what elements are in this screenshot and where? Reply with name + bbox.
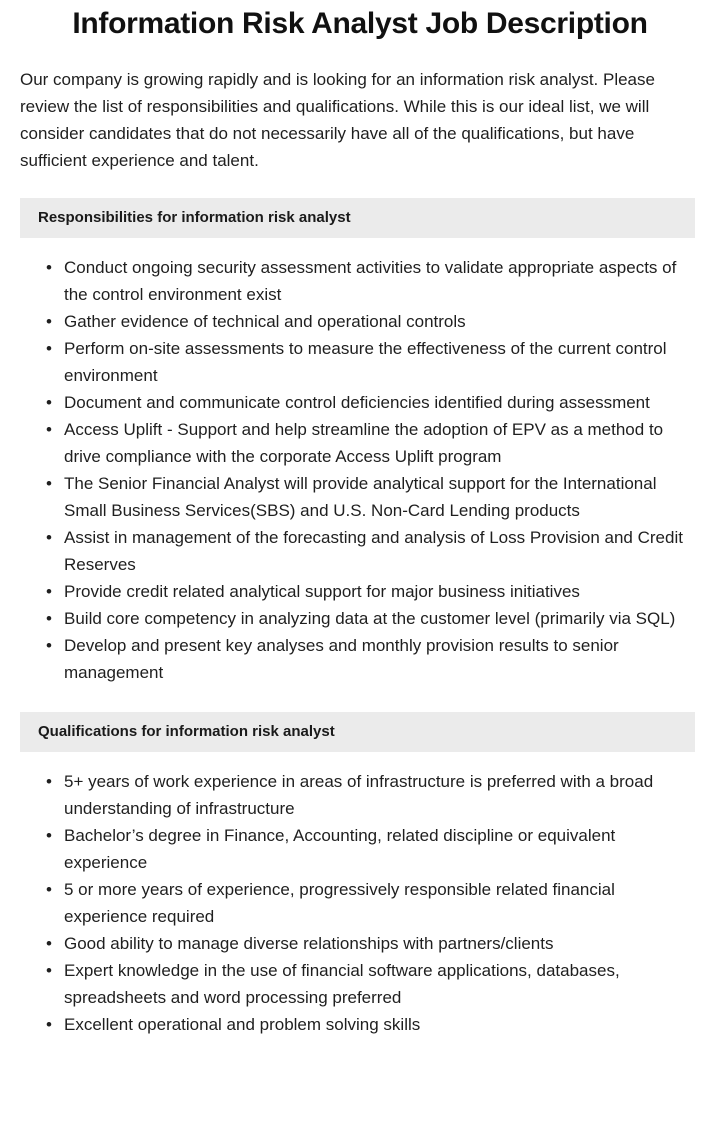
page-title: Information Risk Analyst Job Description — [72, 7, 648, 40]
list-item: • Document and communicate control deficiencies identified during assessment — [46, 389, 695, 416]
list-item: • Assist in management of the forecasting and analysis of Loss Provision and Credit Reserves — [46, 524, 695, 578]
section-responsibilities — [0, 198, 720, 690]
list-item: • Develop and present key analyses and monthly provision results to senior management — [46, 632, 695, 686]
list-item: • Build core competency in analyzing data at the customer level (primarily via SQL) — [46, 605, 695, 632]
list-item: • Gather evidence of technical and operational controls — [46, 308, 695, 335]
list-item: • Access Uplift - Support and help streamline the adoption of EPV as a method to drive compliance with the corporate Access Uplift program — [46, 416, 695, 470]
section-heading-qualifications: Qualifications for information risk analyst — [20, 712, 695, 752]
list-item: • 5+ years of work experience in areas of infrastructure is preferred with a broad understanding of infrastructure — [46, 768, 695, 822]
list-item: • 5 or more years of experience, progressively responsible related financial experience required — [46, 876, 695, 930]
list-item: • Perform on-site assessments to measure the effectiveness of the current control environment — [46, 335, 695, 389]
list-item: • Good ability to manage diverse relationships with partners/clients — [46, 930, 695, 957]
list-item: • The Senior Financial Analyst will provide analytical support for the International Small Business Services(SBS) and U.S. Non-Card Lending products — [46, 470, 695, 524]
intro-paragraph: Our company is growing rapidly and is looking for an information risk analyst. Please review the list of responsibilities and qualifications. While this is our ideal list, we will consider candidates that do not necessarily have all of the qualifications, but have sufficient experience and talent. — [20, 70, 655, 170]
responsibilities-list — [0, 238, 720, 690]
list-item: • Provide credit related analytical support for major business initiatives — [46, 578, 695, 605]
list-item: • Conduct ongoing security assessment activities to validate appropriate aspects of the control environment exist — [46, 254, 695, 308]
list-item: • Expert knowledge in the use of financial software applications, databases, spreadsheets and word processing preferred — [46, 957, 695, 1011]
section-heading-responsibilities: Responsibilities for information risk analyst — [20, 198, 695, 238]
list-item: • Bachelor’s degree in Finance, Accounting, related discipline or equivalent experience — [46, 822, 695, 876]
list-item: • Excellent operational and problem solving skills — [46, 1011, 695, 1038]
qualifications-list — [0, 752, 720, 1042]
section-qualifications — [0, 712, 720, 1042]
